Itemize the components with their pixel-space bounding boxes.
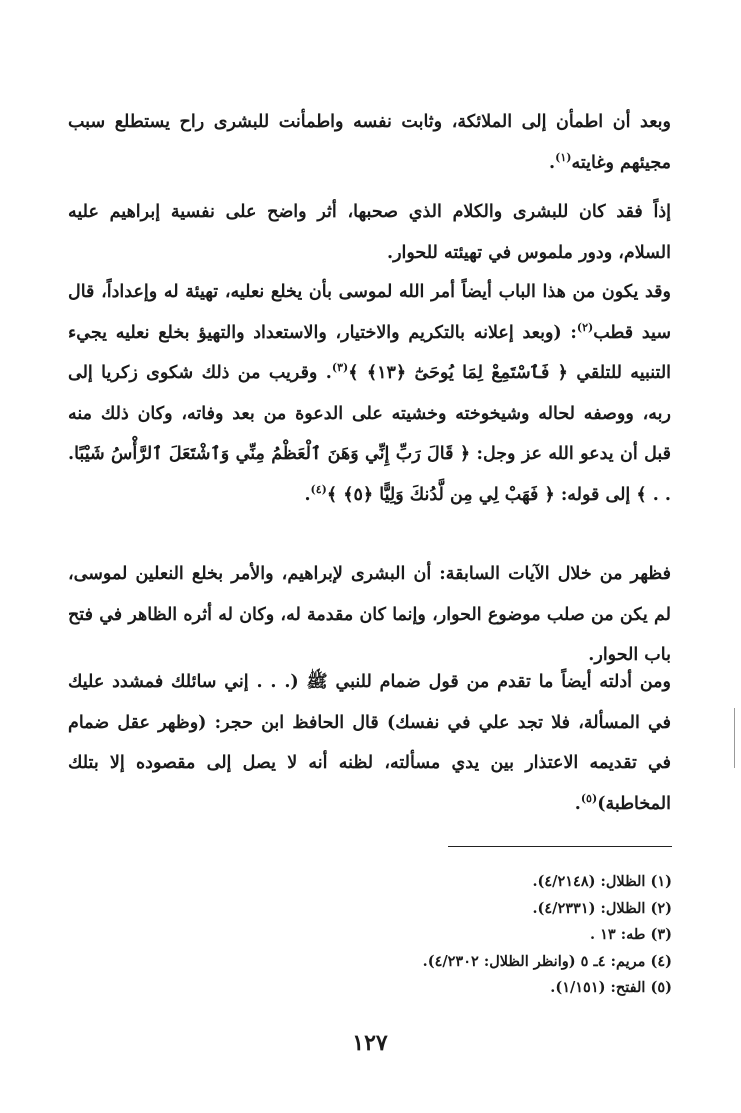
page-number: ١٢٧ (352, 1030, 388, 1056)
footnote-ref-2: (٢) (576, 320, 594, 334)
paragraph-1 (68, 102, 671, 183)
paragraph-5-tail: . (574, 793, 581, 814)
footnote-5: (٥) الفتح: (١/١٥١). (550, 979, 672, 996)
paragraph-3-text-c: . وقريب من ذلك شكوى زكريا إلى ربه، ووصفه لحاله وشيخوخته وخشيته على الدعوة من بعد وفاته، وكان ذلك منه قبل أن يدعو الله عز وجل: (68, 363, 671, 464)
quran-verse-maryam-4: ﴿ قَالَ رَبِّ إِنِّي وَهَنَ ٱلْعَظْمُ مِنِّي وَٱشْتَعَلَ ٱلرَّأْسُ شَيْبًا. . . ﴾ (68, 444, 671, 505)
footnote-1: (١) الظلال: (٤/٢١٤٨). (532, 873, 672, 890)
paragraph-5-text: ومن أدلته أيضاً ما تقدم من قول ضمام للنبي ﷺ (. . . إني سائلك فمشدد عليك في المسألة، فلا تجد علي في نفسك) قال الحافظ ابن حجر: (وظهر عقل ضمام في تقديمه الاعتذار بين يدي مسألته، لظنه أنه لا يصل إلى مقصوده إلا بتلك المخاطبة) (68, 672, 671, 814)
paragraph-5 (68, 662, 671, 824)
footnotes (300, 869, 672, 1002)
paragraph-3-tail: . (304, 484, 311, 505)
footnote-ref-5: (٥) (580, 791, 598, 805)
quran-verse-taha: ﴿ فَٱسْتَمِعْ لِمَا يُوحَىٰٓ ﴿١٣﴾ ﴾ (348, 363, 568, 383)
footnote-3: (٣) طه: ١٣ . (590, 926, 672, 943)
paragraph-3-text-a: وقد يكون من هذا الباب أيضاً أمر الله لموسى بأن يخلع نعليه، تهيئة له وإعداداً، قال سيد قطب (68, 282, 671, 343)
paragraph-3 (68, 272, 671, 515)
footnote-divider (448, 846, 672, 847)
footnote-ref-4: (٤) (310, 482, 327, 496)
paragraph-2-text: إذاً فقد كان للبشرى والكلام الذي صحبها، أثر واضح على نفسية إبراهيم عليه السلام، ودور ملموس في تهيئته للحوار. (68, 202, 671, 263)
paragraph-1-tail: . (549, 152, 556, 173)
paragraph-1-text: وبعد أن اطمأن إلى الملائكة، وثابت نفسه واطمأنت للبشرى راح يستطلع سبب مجيئهم وغايته (68, 112, 671, 173)
paragraph-3-text-b: : (وبعد إعلانه بالتكريم والاختيار، والاستعداد والتهيؤ بخلع نعليه يجيء التنبيه للتلقي (68, 322, 672, 383)
paragraph-4 (68, 554, 671, 676)
quran-verse-maryam-5: ﴿ فَهَبْ لِي مِن لَّدُنكَ وَلِيًّا ﴿٥﴾ ﴾ (326, 484, 555, 505)
footnote-2: (٢) الظلال: (٤/٢٣٣١). (532, 899, 672, 917)
paragraph-3-text-d: إلى قوله: (560, 484, 631, 505)
paragraph-4-text: فظهر من خلال الآيات السابقة: أن البشرى لإبراهيم، والأمر بخلع النعلين لموسى، لم يكن من صلب موضوع الحوار، وإنما كان مقدمة له، وكان له أثره الظاهر في فتح باب الحوار. (68, 564, 671, 665)
footnote-ref-3: (٣) (331, 361, 349, 375)
footnote-4: (٤) مريم: ٤ـ ٥ (وانظر الظلال: ٤/٢٣٠٢). (422, 952, 672, 970)
scan-margin-mark (734, 708, 735, 768)
paragraph-2 (68, 192, 671, 273)
footnote-ref-1: (١) (555, 150, 572, 164)
